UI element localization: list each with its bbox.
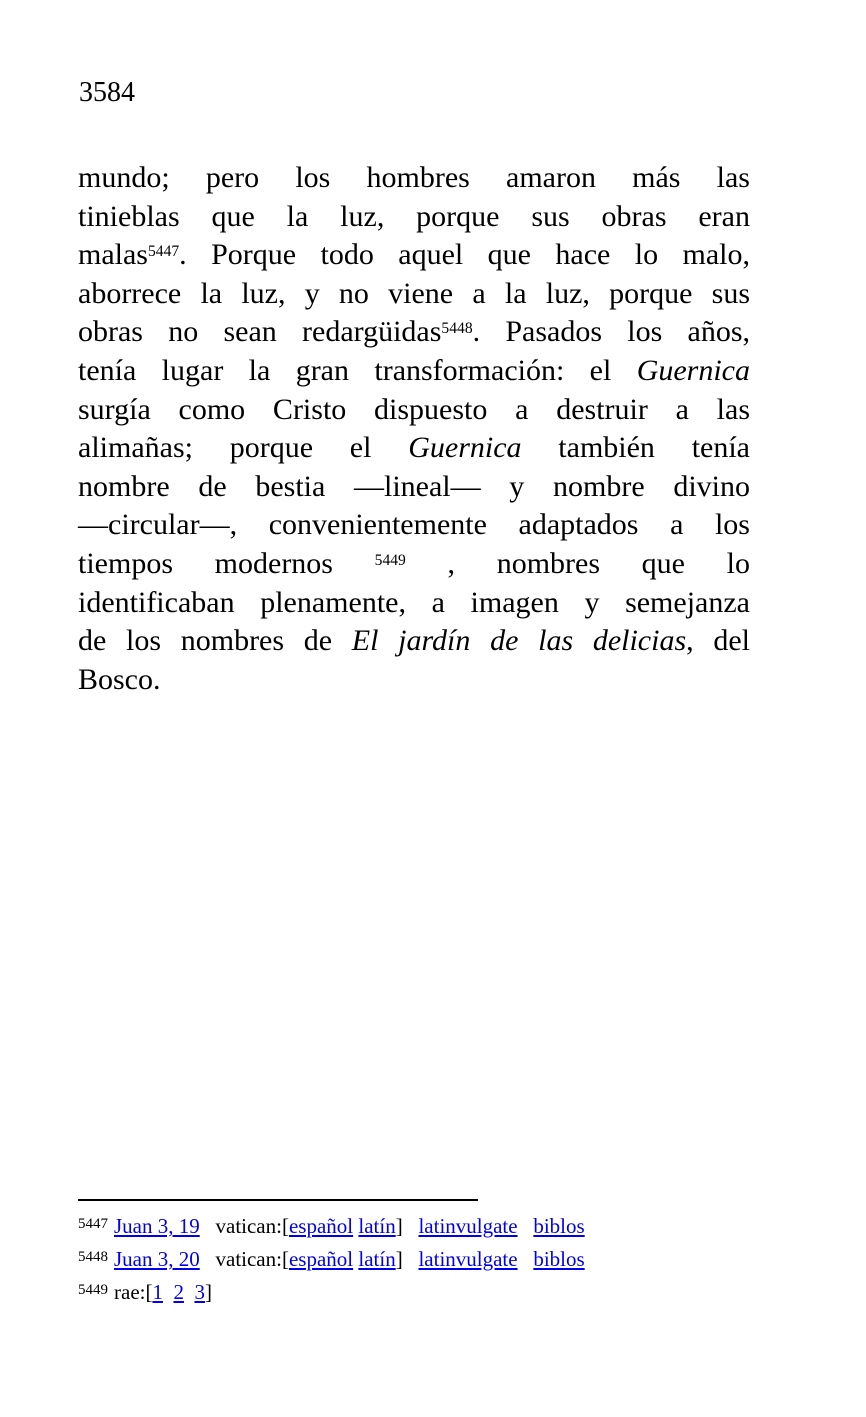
footnote-link[interactable]: Juan 3, 20 <box>114 1247 200 1271</box>
text-run: también tenía <box>521 431 750 465</box>
footnote-ref: 5449 <box>374 552 406 570</box>
footnote-text <box>163 1280 174 1304</box>
paragraph-line <box>78 352 750 391</box>
footnote-marker: 5448 <box>78 1248 108 1265</box>
text-run: aborrece la luz, y no viene a la luz, porque sus <box>78 276 750 310</box>
footnote-link[interactable]: Juan 3, 19 <box>114 1214 200 1238</box>
italic-title: El jardín de las delicias <box>351 624 687 658</box>
text-run: identificaban plenamente, a imagen y semejanza <box>78 585 750 619</box>
footnote-text <box>518 1247 534 1271</box>
footnote-link[interactable]: latinvulgate <box>418 1247 518 1271</box>
footnote-text: vatican:[ <box>199 1214 289 1238</box>
text-run: de los nombres de <box>78 624 352 658</box>
text-run: obras no sean redargüidas <box>78 315 442 349</box>
footnote-link[interactable]: latín <box>358 1247 396 1271</box>
text-run: mundo; pero los hombres amaron más las <box>78 161 750 194</box>
paragraph-line <box>78 198 750 237</box>
footnote-link[interactable]: 3 <box>194 1280 205 1304</box>
text-run: . Pasados los años, <box>472 315 751 349</box>
text-run: —circular—, convenientemente adaptados a los <box>78 508 750 542</box>
italic-title: Guernica <box>408 431 522 465</box>
paragraph-line <box>78 622 750 661</box>
footnote-text: ] <box>395 1247 419 1271</box>
text-run: alimañas; porque el <box>78 431 409 465</box>
footnote-text: rae:[ <box>114 1280 153 1304</box>
body-paragraph <box>78 159 750 699</box>
footnote-link[interactable]: biblos <box>533 1214 585 1238</box>
footnote-list <box>78 1210 778 1309</box>
italic-title: Guernica <box>636 353 750 387</box>
paragraph-line <box>78 468 750 507</box>
footnote-link[interactable]: español <box>288 1214 354 1238</box>
page-number: 3584 <box>79 77 135 108</box>
paragraph-line <box>78 545 750 584</box>
footnote-line <box>78 1243 778 1276</box>
text-run: malas <box>78 238 148 272</box>
footnote-ref: 5448 <box>441 320 473 338</box>
footnote-link[interactable]: latín <box>358 1214 396 1238</box>
text-run: Bosco. <box>78 662 161 696</box>
text-run: . Porque todo aquel que hace lo malo, <box>179 238 750 272</box>
paragraph-line <box>78 159 750 198</box>
paragraph-line <box>78 584 750 623</box>
text-run: tiempos modernos <box>78 546 375 580</box>
footnote-marker: 5447 <box>78 1215 108 1232</box>
footnote-link[interactable]: 2 <box>173 1280 184 1304</box>
footnote-line <box>78 1210 778 1243</box>
footnote-line <box>78 1276 778 1309</box>
paragraph-line <box>78 661 750 700</box>
text-run: tinieblas que la luz, porque sus obras eran <box>78 199 750 233</box>
paragraph-line <box>78 429 750 468</box>
paragraph-line <box>78 313 750 352</box>
footnote-marker: 5449 <box>78 1281 108 1298</box>
paragraph-line <box>78 236 750 275</box>
footnote-ref: 5447 <box>147 243 180 261</box>
footnote-link[interactable]: biblos <box>533 1247 585 1271</box>
text-run: , nombres que lo <box>405 546 750 580</box>
text-run: surgía como Cristo dispuesto a destruir a las <box>78 392 750 426</box>
footnote-separator <box>78 1199 478 1201</box>
footnote-link[interactable]: 1 <box>152 1280 163 1304</box>
footnote-text: ] <box>204 1280 212 1304</box>
text-run: tenía lugar la gran transformación: el <box>78 353 637 387</box>
text-run: , del <box>686 624 750 658</box>
text-run: nombre de bestia —lineal— y nombre divino <box>78 469 750 503</box>
footnote-area <box>78 1199 778 1309</box>
footnote-text: vatican:[ <box>199 1247 289 1271</box>
footnote-text: ] <box>395 1214 419 1238</box>
footnote-text <box>518 1214 534 1238</box>
footnote-link[interactable]: español <box>288 1247 354 1271</box>
footnote-link[interactable]: latinvulgate <box>418 1214 518 1238</box>
footnote-text <box>184 1280 195 1304</box>
paragraph-line <box>78 391 750 430</box>
paragraph-line <box>78 506 750 545</box>
paragraph-line <box>78 275 750 314</box>
